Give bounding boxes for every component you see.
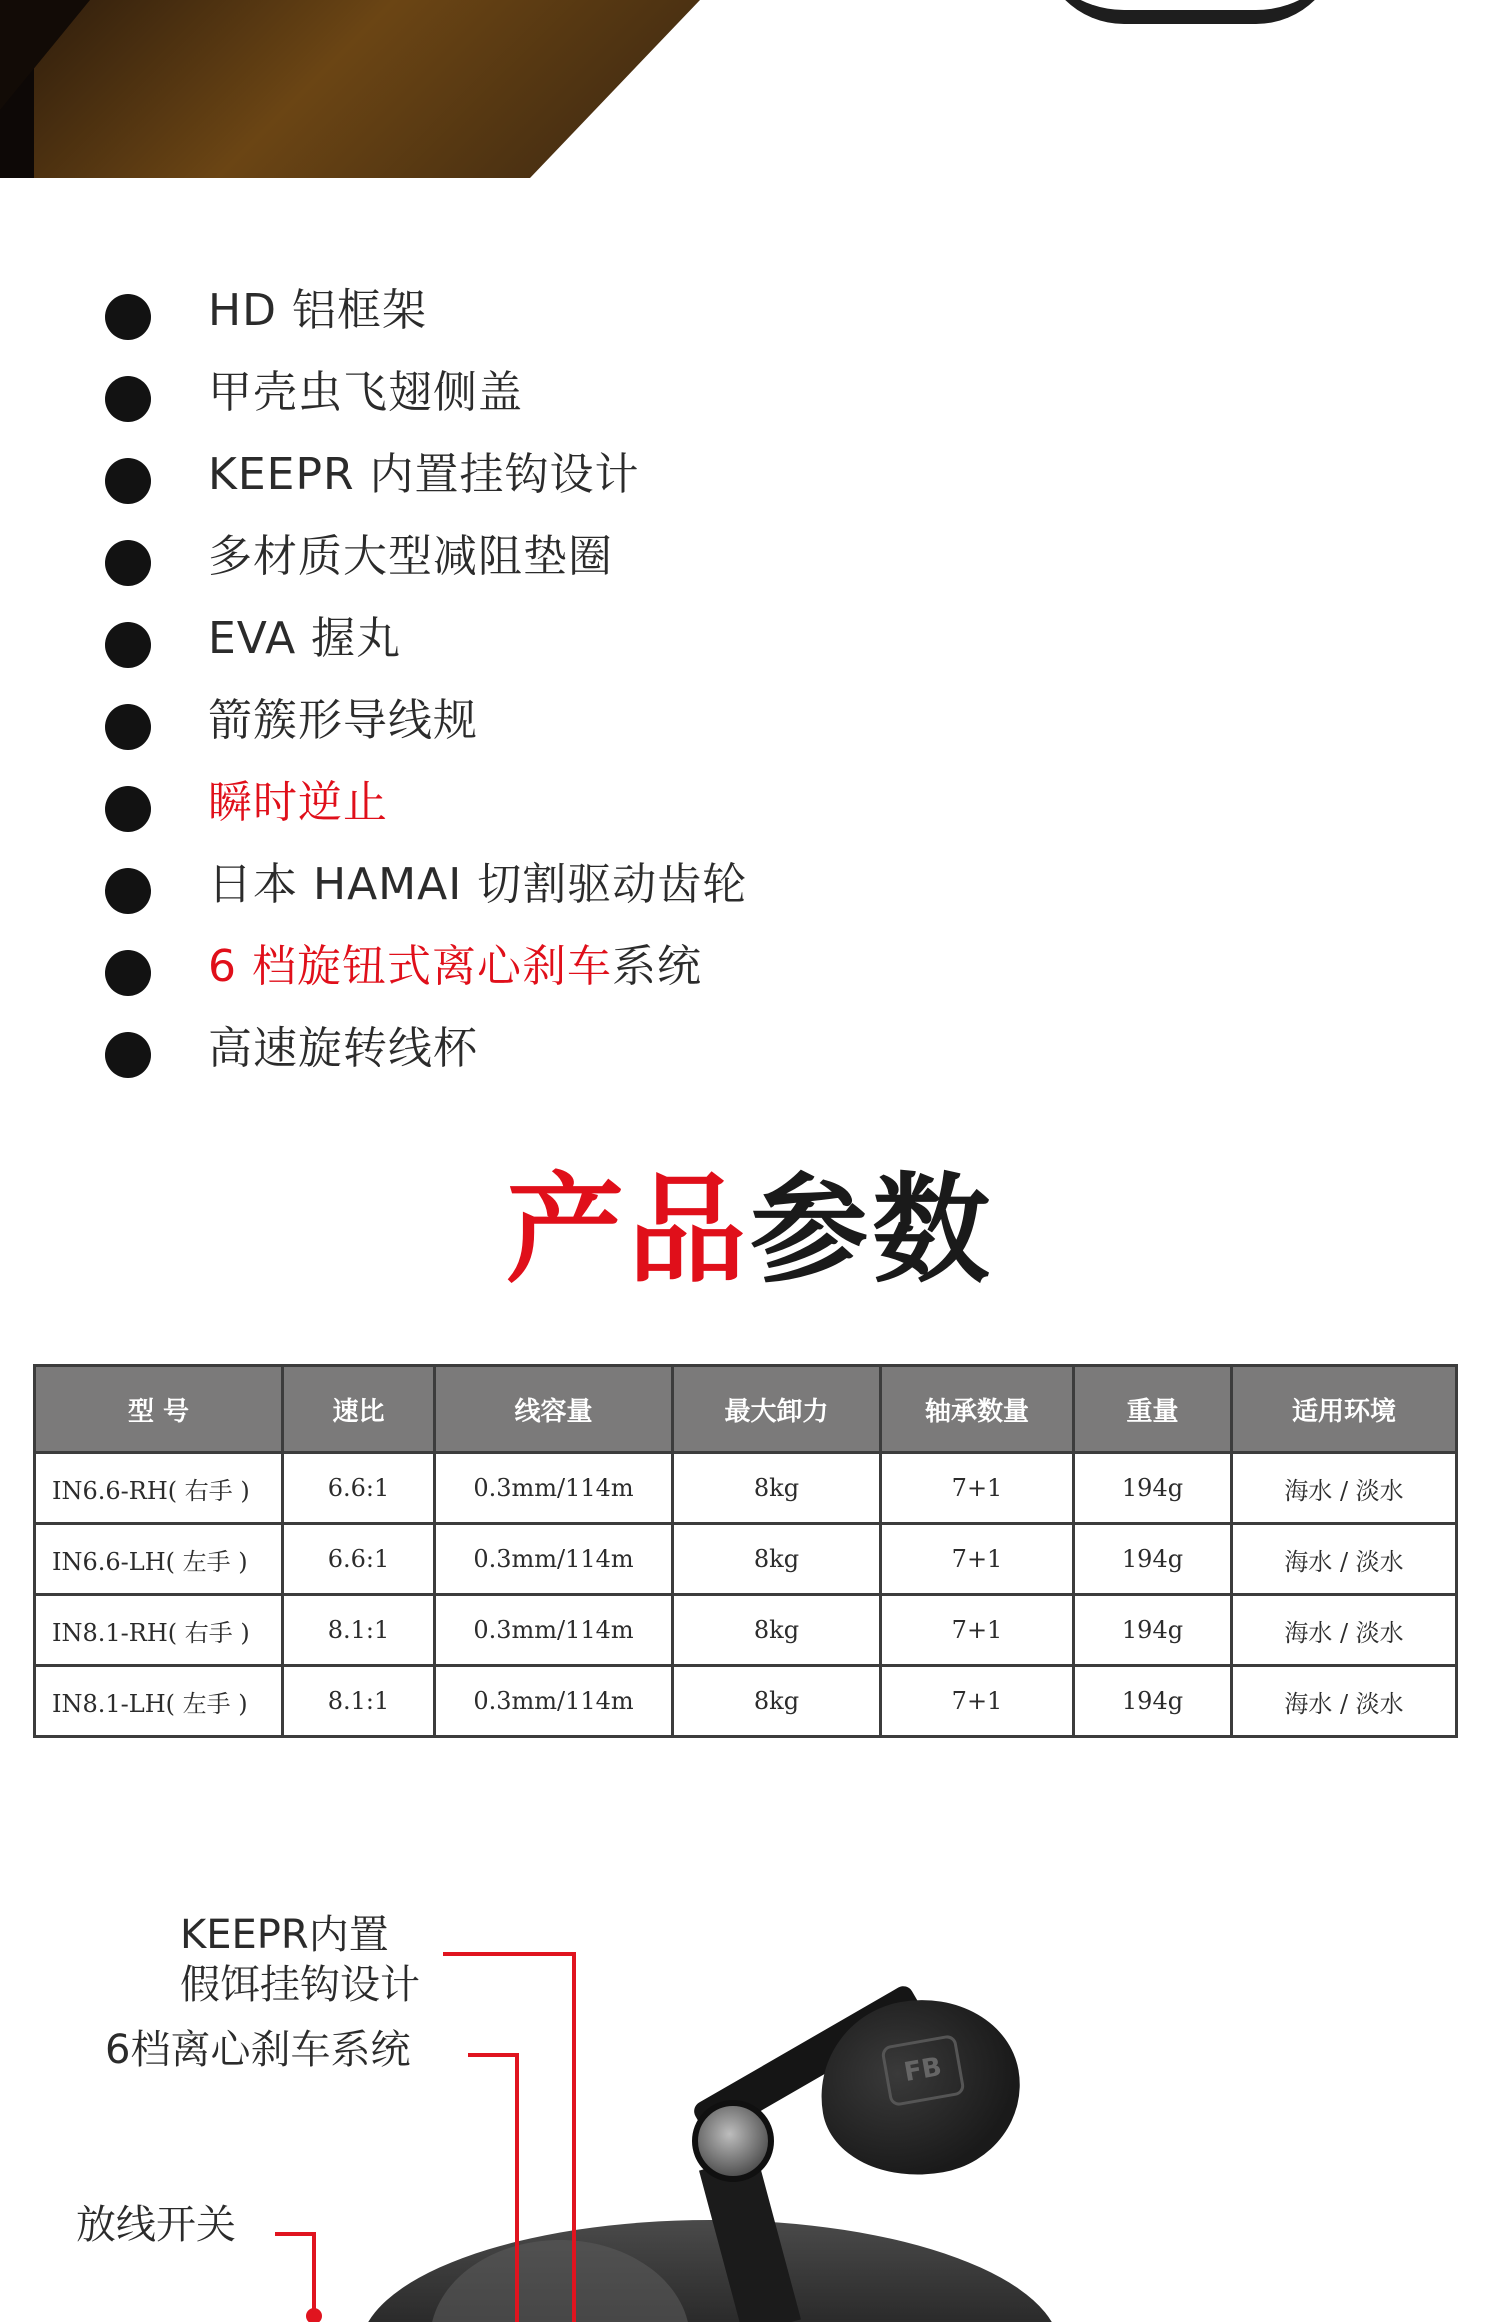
feature-item-highlighted	[105, 762, 1005, 844]
feature-item	[105, 844, 1005, 926]
leader-line	[468, 2053, 518, 2057]
column-header: 最大卸力	[673, 1366, 881, 1453]
callout-brake: 6档离心刹车系统	[105, 2027, 411, 2073]
bullet-icon	[105, 622, 151, 668]
table-cell: 7+1	[881, 1453, 1074, 1524]
bullet-icon	[105, 1032, 151, 1078]
title-red-part: 产品	[505, 1161, 750, 1299]
feature-label-rest: 系统	[611, 941, 702, 992]
callout-keepr-line1: KEEPR内置	[180, 1912, 389, 1958]
bullet-icon	[105, 540, 151, 586]
feature-item	[105, 516, 1005, 598]
feature-label: HD 铝框架	[208, 285, 427, 336]
table-cell: 8.1:1	[283, 1595, 435, 1666]
leader-line	[443, 1952, 575, 1956]
table-cell: 8kg	[673, 1666, 881, 1737]
feature-label: 多材质大型减阻垫圈	[208, 531, 613, 582]
spec-table	[33, 1364, 1458, 1738]
column-header: 速比	[283, 1366, 435, 1453]
bullet-icon	[105, 376, 151, 422]
table-cell: 0.3mm/114m	[435, 1453, 673, 1524]
section-title	[0, 1160, 1500, 1300]
reel-edge-image	[1040, 0, 1340, 24]
bullet-icon	[105, 458, 151, 504]
leader-line	[515, 2053, 519, 2322]
feature-label: 甲壳虫飞翅侧盖	[208, 367, 523, 418]
feature-label: 箭簇形导线规	[208, 695, 478, 746]
bullet-icon	[105, 704, 151, 750]
table-cell: 8.1:1	[283, 1666, 435, 1737]
column-header: 轴承数量	[881, 1366, 1074, 1453]
table-cell-model: IN8.1-LH( 左手 )	[35, 1666, 283, 1737]
table-cell: 194g	[1074, 1524, 1232, 1595]
feature-label	[208, 936, 702, 998]
feature-item	[105, 270, 1005, 352]
column-header: 线容量	[435, 1366, 673, 1453]
feature-label-red-part: 6 档旋钮式离心刹车	[208, 941, 612, 992]
table-cell: 194g	[1074, 1666, 1232, 1737]
table-cell: 194g	[1074, 1595, 1232, 1666]
table-cell-model: IN6.6-LH( 左手 )	[35, 1524, 283, 1595]
table-row	[35, 1666, 1457, 1737]
table-cell: 7+1	[881, 1524, 1074, 1595]
column-header: 适用环境	[1232, 1366, 1457, 1453]
feature-item	[105, 434, 1005, 516]
table-cell: 7+1	[881, 1595, 1074, 1666]
table-cell: 7+1	[881, 1666, 1074, 1737]
banner-wood-panel	[0, 0, 700, 178]
table-cell: 8kg	[673, 1595, 881, 1666]
table-cell: 海水 / 淡水	[1232, 1666, 1457, 1737]
feature-label: 瞬时逆止	[208, 777, 388, 828]
table-cell: 海水 / 淡水	[1232, 1453, 1457, 1524]
table-row	[35, 1524, 1457, 1595]
feature-item	[105, 1008, 1005, 1090]
feature-item-highlighted	[105, 926, 1005, 1008]
feature-label: 日本 HAMAI 切割驱动齿轮	[208, 859, 748, 910]
table-header-row	[35, 1366, 1457, 1453]
table-cell: 0.3mm/114m	[435, 1666, 673, 1737]
table-cell: 194g	[1074, 1453, 1232, 1524]
callout-keepr-line2: 假饵挂钩设计	[180, 1962, 420, 2008]
callout-keepr	[180, 1910, 420, 2010]
brand-logo-icon: FB	[880, 2034, 965, 2107]
reel-handle-nut	[692, 2100, 774, 2182]
table-cell-model: IN8.1-RH( 右手 )	[35, 1595, 283, 1666]
title-dark-part: 参数	[750, 1161, 995, 1299]
table-cell: 海水 / 淡水	[1232, 1595, 1457, 1666]
table-cell: 8kg	[673, 1524, 881, 1595]
feature-item	[105, 598, 1005, 680]
callout-release: 放线开关	[76, 2202, 236, 2248]
feature-item	[105, 680, 1005, 762]
column-header: 重量	[1074, 1366, 1232, 1453]
column-header: 型 号	[35, 1366, 283, 1453]
table-cell: 8kg	[673, 1453, 881, 1524]
bullet-icon	[105, 294, 151, 340]
bullet-icon	[105, 786, 151, 832]
leader-line	[572, 1952, 576, 2322]
table-cell: 0.3mm/114m	[435, 1595, 673, 1666]
table-cell: 0.3mm/114m	[435, 1524, 673, 1595]
bullet-icon	[105, 868, 151, 914]
bullet-icon	[105, 950, 151, 996]
table-row	[35, 1595, 1457, 1666]
table-cell-model: IN6.6-RH( 右手 )	[35, 1453, 283, 1524]
table-row	[35, 1453, 1457, 1524]
callout-point	[306, 2308, 322, 2322]
table-cell: 6.6:1	[283, 1453, 435, 1524]
reel-diagram	[0, 1860, 1500, 2322]
table-cell: 6.6:1	[283, 1524, 435, 1595]
feature-label: EVA 握丸	[208, 613, 402, 664]
leader-line	[275, 2232, 315, 2236]
top-banner-image	[0, 0, 1500, 180]
feature-list	[105, 270, 1005, 1090]
feature-item	[105, 352, 1005, 434]
table-cell: 海水 / 淡水	[1232, 1524, 1457, 1595]
feature-label: KEEPR 内置挂钩设计	[208, 449, 640, 500]
feature-label: 高速旋转线杯	[208, 1023, 478, 1074]
